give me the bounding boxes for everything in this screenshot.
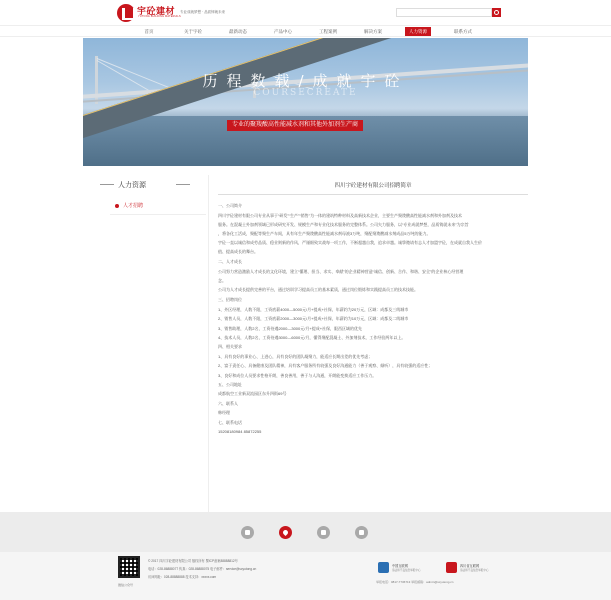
article-line: 2、销售人员，人数不限，工资底薪2000—3000元/月+提成+社保，年薪约为10万元，区域：成都及二线城市	[218, 316, 409, 321]
sidebar-separator	[110, 214, 206, 215]
search-icon[interactable]	[492, 8, 501, 17]
header-slogan: 专业成就梦想 · 品质铸就未来	[180, 10, 226, 14]
article-line: 成都航空工业新双流园区东升四街69号	[218, 391, 287, 396]
search-input[interactable]	[396, 8, 492, 17]
sidebar-item-recruitment[interactable]: 人才招聘	[123, 203, 144, 209]
badge-title: 中国互联网	[392, 564, 408, 568]
nav-item-cases[interactable]: 工程案例	[319, 29, 337, 34]
location-icon[interactable]	[279, 526, 292, 539]
article-line: 值、提高成长的舞台。	[218, 249, 258, 254]
sidebar-title: 人力资源	[118, 182, 146, 189]
report-icon	[378, 562, 389, 573]
article-line: 公司为人才成长提供完善的平台，通过培训学习提高员工的基本素质，通过岗位锻炼和实践提高员工的技术技能。	[218, 287, 418, 292]
article-line: 15208180984 85872255	[218, 429, 262, 434]
article-line: 六、联系人	[218, 401, 238, 406]
nav-item-products[interactable]: 产品中心	[274, 29, 292, 34]
badge-subtitle: 违法和不良信息举报中心	[460, 569, 489, 572]
brand-english-name: YUTONG BUILDING MATERIALS	[138, 15, 181, 18]
qr-code	[118, 556, 140, 578]
article-line: 二、人才成长	[218, 259, 242, 264]
header	[0, 0, 611, 25]
article-line: 三、招聘岗位	[218, 297, 242, 302]
footer	[0, 552, 611, 600]
article-line: 1、具有良好的事业心、上进心，具有良好的团队凝聚力，能适应长期出差的优先考虑；	[218, 354, 373, 359]
logo-icon[interactable]	[117, 4, 135, 22]
article-line: 四、相关要求	[218, 344, 242, 349]
footer-contact: 电话：028-86888077 传真：028-86888075 电子邮件：service@scyutong.cn	[148, 567, 257, 571]
banner	[83, 38, 528, 166]
article-line: 五、公司地址	[218, 382, 242, 387]
article-line: 念。	[218, 278, 226, 283]
article-line: 3、销售助理，人数2名，工资待遇2000—3000元/月+提成+社保，限西区域的优先	[218, 326, 363, 331]
main-nav	[0, 25, 611, 37]
sidebar-divider	[100, 184, 114, 185]
footer-icons-bar	[0, 512, 611, 552]
nav-item-solutions[interactable]: 解决方案	[364, 29, 382, 34]
home-icon[interactable]	[241, 526, 254, 539]
article-line: 1、外区经理，人数不限，工资底薪4000—5000元/月+提成+社保，年薪约为20万元，区域：成都及三线城市	[218, 307, 409, 312]
article-line: 宇砼一直以诚信和成劳品质、稳业则新的作风，严谨细致实战每一项工作，不断超越自我，追求卓越。诚挚邀请有志人才加盟宇砼，在成就自我人生价	[218, 240, 482, 245]
nav-item-contact[interactable]: 联系方式	[454, 29, 472, 34]
title-rule	[218, 194, 528, 195]
article-line: 一、公司简介	[218, 203, 242, 208]
banner-tagline: 专业的聚羧酸高性能减水剂和其他外加剂生产商	[227, 120, 363, 131]
article-line: ，将各化工活成，聚配等聚生产车间，具有年生产聚羧酸高性能减水剂母液3万吨，聚配聚羧酸减水剂成品5万吨的能力。	[218, 231, 431, 236]
qr-label: 微信公众号	[118, 583, 134, 587]
column-divider	[208, 175, 209, 515]
article-line: 服务。在混凝土外加剂领域已形成研究开发、规模生产和专业化技术服务的完整体系。公司矢力服务，以“专业成就梦想，品质铸就未来”为宗旨	[218, 222, 469, 227]
phone-icon[interactable]	[317, 526, 330, 539]
badge-subtitle: 违法和不良信息举报中心	[392, 569, 421, 572]
banner-title: 历程数载/成就宇砼	[202, 72, 409, 90]
report-icon	[446, 562, 457, 573]
nav-item-hr[interactable]: 人力资源	[405, 27, 431, 36]
article-line: 2、富于责任心、具备健康及团队精神，具有客户服务所有较强及良好沟通能力（善于观察、倾听），具有较强的适应性；	[218, 363, 433, 368]
sidebar-divider	[176, 184, 190, 185]
article-line: 四川宇砼建材有限公司专业从事于“研发”“生产”“销售”为一体的建筑特种材料及高新技术企业，主要生产聚羧酸高性能减水剂和外加剂及技术	[218, 213, 462, 218]
article-line: 4、技术人员，人数2名，工资待遇3000—6000元/月，懂得聚配混凝土、外加剂技术，工作经验两年以上。	[218, 335, 406, 340]
brand-name[interactable]: 宇砼建材	[137, 6, 176, 16]
article-line: 七、联系电话	[218, 420, 242, 425]
article-line: 3、良好和成位人员要求性格开朗，善良善用，善于与人沟通，开朗能变换适应工作压力。	[218, 373, 377, 378]
nav-item-home[interactable]: 首页	[144, 29, 154, 34]
footer-website[interactable]: 访问网址：028-88888888 技术支持：xxxxx.com	[148, 575, 217, 579]
message-icon[interactable]	[355, 526, 368, 539]
footer-copyright: © 2017 四川宇砼建材有限公司 版权所有 蜀ICP备案88888812号	[148, 559, 238, 563]
article-title: 四川宇砼建材有限公司招聘简章	[334, 183, 412, 189]
article-line: 公司努力营造激励人才成长的文化环境，建立“懂理、担当、求实、奉献”的企业精神营造“诚信、创新、合作、和谐、安全”的企业核心经营理	[218, 269, 464, 274]
report-contact: 举报电话：0817-7736713 举报邮箱：admin@scyutong.cn	[376, 580, 454, 584]
bullet-icon	[115, 204, 119, 208]
nav-item-news[interactable]: 最新动态	[229, 29, 247, 34]
article-line: 韩经理	[218, 410, 230, 415]
banner-subtitle: COURSECREATE	[253, 88, 358, 98]
nav-item-about[interactable]: 关于宇砼	[184, 29, 202, 34]
badge-title: 四川省互联网	[460, 564, 480, 568]
